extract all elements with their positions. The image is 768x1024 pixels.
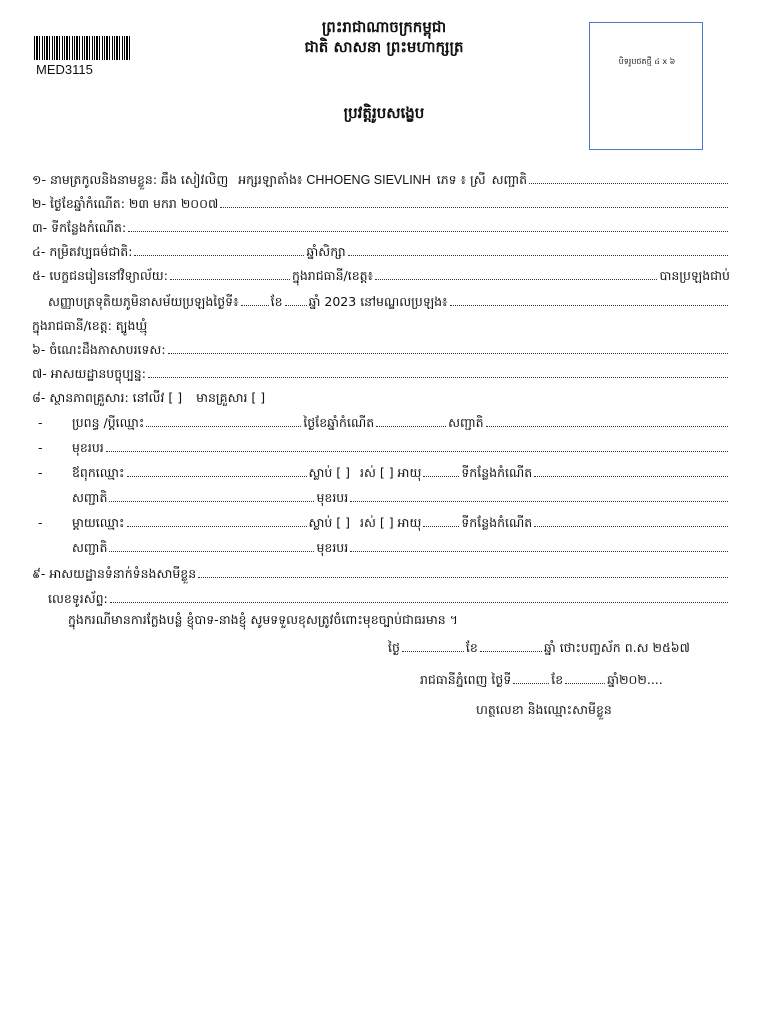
certificate-label: សញ្ញាបត្រទុតិយភូមិនាសម័យប្រឡងថ្ងៃទី៖ xyxy=(48,294,239,309)
motto-heading: ជាតិ សាសនា ព្រះមហាក្សត្រ xyxy=(304,38,464,56)
father-birthplace-label: ទីកន្លែងកំណើត xyxy=(461,465,533,480)
contact-address-label: ៩- អាសយដ្ឋានទំនាក់ទំនងសាមីខ្លួន xyxy=(32,566,197,581)
exam-day-field[interactable] xyxy=(241,305,269,306)
lunar-month-field[interactable] xyxy=(480,651,542,652)
spouse-birthdate-label: ថ្ងៃខែឆ្នាំកំណើត xyxy=(303,415,375,430)
spouse-birthdate-field[interactable] xyxy=(376,426,446,427)
lunar-day-field[interactable] xyxy=(402,651,464,652)
phone-field[interactable] xyxy=(110,602,728,603)
phone-label: លេខទូរស័ព្ទ: xyxy=(48,591,108,606)
father-name-field[interactable] xyxy=(127,476,307,477)
father-label: ឪពុកឈ្មោះ xyxy=(72,465,125,480)
birthdate-label: ២- ថ្ងៃខែឆ្នាំកំណើត: ២៣ មករា ២០០៧ xyxy=(32,196,219,211)
birthplace-label: ៣- ទីកន្លែងកំណើត: xyxy=(32,220,127,235)
nationality-label: សញ្ជាតិ xyxy=(491,172,528,187)
name-label: ១- នាមត្រកូលនិងនាមខ្លួន: ឆឹង សៀវលិញ xyxy=(32,172,229,187)
bullet: - xyxy=(38,465,43,480)
lunar-year-text: ឆ្នាំ ថោះបញ្ចស័ក ព.ស ២៥៦៧ xyxy=(543,640,690,655)
place-day-field[interactable] xyxy=(513,683,549,684)
row-high-school xyxy=(32,266,730,284)
row-name xyxy=(32,170,730,188)
latin-label: អក្សរឡាតាំង៖ xyxy=(238,172,303,187)
row-spouse-occupation xyxy=(32,438,730,456)
mother-alive-label[interactable]: រស់ [ ] អាយុ xyxy=(360,515,422,530)
spouse-nationality-label: សញ្ជាតិ xyxy=(448,415,484,430)
photo-label: បិទរូបថតថ្មី ៤ x ៦ xyxy=(618,57,676,66)
form-title: ប្រវត្តិរូបសង្ខេប xyxy=(343,104,425,122)
current-address-field[interactable] xyxy=(148,377,728,378)
row-languages xyxy=(32,340,730,358)
mother-name-field[interactable] xyxy=(127,526,307,527)
lunar-month-label: ខែ xyxy=(465,640,478,655)
father-deceased-checkbox[interactable]: ស្លាប់ [ ] xyxy=(308,465,351,480)
spouse-label: ប្រពន្ធ /ប្តីឈ្មោះ xyxy=(72,415,145,430)
education-label: ៤- កម្រិតវប្បធម៌ជាតិ: xyxy=(32,244,133,259)
father-birthplace-field[interactable] xyxy=(534,476,728,477)
declaration-text: ក្នុងករណីមានការក្លែងបន្លំ ខ្ញុំបាទ-នាងខ្ញុំ សូមទទួលខុសត្រូវចំពោះមុខច្បាប់ជាធរមាន ។ xyxy=(68,612,458,627)
father-occupation-field[interactable] xyxy=(350,501,728,502)
row-phone xyxy=(48,589,730,607)
passed-label: បានប្រឡងជាប់ xyxy=(659,268,730,283)
bullet: - xyxy=(38,440,43,455)
single-checkbox-label[interactable]: ៨- ស្ថានភាពគ្រួសារ: នៅលីវ [ ] xyxy=(32,390,183,405)
row-exam-province xyxy=(32,316,730,334)
school-year-label: ឆ្នាំសិក្សា xyxy=(306,244,346,259)
spouse-nationality-field[interactable] xyxy=(486,426,728,427)
row-lunar-date xyxy=(388,638,730,656)
mother-nationality-field[interactable] xyxy=(109,551,314,552)
spouse-occupation-label: មុខរបរ xyxy=(72,440,104,455)
mother-occupation-label: មុខរបរ xyxy=(316,540,349,555)
exam-province-text: ក្នុងរាជធានី/ខេត្ត: ត្បូងឃ្មុំ xyxy=(32,318,148,333)
languages-label: ៦- ចំណេះដឹងភាសាបរទេស: xyxy=(32,342,166,357)
row-birthplace xyxy=(32,218,730,236)
row-place-date xyxy=(420,670,720,688)
row-father-details xyxy=(72,488,730,506)
row-mother-details xyxy=(72,538,730,556)
place-month-field[interactable] xyxy=(565,683,605,684)
place-year-text: ឆ្នាំ២០២.... xyxy=(607,672,663,687)
birthplace-field[interactable] xyxy=(128,231,728,232)
languages-field[interactable] xyxy=(168,353,728,354)
exam-month-field[interactable] xyxy=(285,305,307,306)
school-province-field[interactable] xyxy=(375,279,657,280)
father-age-field[interactable] xyxy=(423,476,459,477)
married-checkbox-label[interactable]: មានគ្រួសារ [ ] xyxy=(196,390,266,405)
school-province-label: ក្នុងរាជធានី/ខេត្ត៖ xyxy=(291,268,374,283)
row-birthdate xyxy=(32,194,730,212)
exam-month-label: ខែ xyxy=(270,294,283,309)
latin-name-value: CHHOENG SIEVLINH xyxy=(306,173,431,187)
contact-address-field[interactable] xyxy=(198,577,728,578)
exam-year-label: ឆ្នាំ 2023 នៅមណ្ឌលប្រឡង៖ xyxy=(308,294,448,309)
signature-label: ហត្ថលេខា និងឈ្មោះសាមីខ្លួន xyxy=(476,702,612,717)
mother-age-field[interactable] xyxy=(423,526,459,527)
place-date-label: រាជធានីភ្នំពេញ ថ្ងៃទី xyxy=(420,672,512,687)
row-family-status xyxy=(32,388,730,406)
bullet: - xyxy=(38,515,43,530)
form-code: MED3115 xyxy=(36,62,93,77)
school-year-field[interactable] xyxy=(348,255,728,256)
spouse-occupation-field[interactable] xyxy=(106,451,728,452)
mother-birthplace-label: ទីកន្លែងកំណើត xyxy=(461,515,533,530)
lunar-day-label: ថ្ងៃ xyxy=(388,640,400,655)
row-current-address xyxy=(32,364,730,382)
mother-birthplace-field[interactable] xyxy=(534,526,728,527)
gender-value: ភេទ ៖ ស្រី xyxy=(436,172,486,187)
row-certificate xyxy=(48,292,730,310)
exam-center-field[interactable] xyxy=(450,305,728,306)
nationality-field[interactable] xyxy=(529,183,728,184)
mother-occupation-field[interactable] xyxy=(350,551,728,552)
father-alive-label[interactable]: រស់ [ ] អាយុ xyxy=(360,465,422,480)
mother-deceased-checkbox[interactable]: ស្លាប់ [ ] xyxy=(308,515,351,530)
mother-nationality-label: សញ្ជាតិ xyxy=(72,540,108,555)
photo-box xyxy=(589,22,703,150)
education-field[interactable] xyxy=(134,255,304,256)
father-nationality-field[interactable] xyxy=(109,501,314,502)
row-contact-address xyxy=(32,564,730,582)
bullet: - xyxy=(38,415,43,430)
mother-label: ម្តាយឈ្មោះ xyxy=(72,515,125,530)
row-education xyxy=(32,242,730,260)
row-father xyxy=(32,463,730,481)
birthdate-field[interactable] xyxy=(220,207,728,208)
spouse-name-field[interactable] xyxy=(146,426,301,427)
father-occupation-label: មុខរបរ xyxy=(316,490,349,505)
high-school-field[interactable] xyxy=(170,279,290,280)
place-month-label: ខែ xyxy=(551,672,564,687)
father-nationality-label: សញ្ជាតិ xyxy=(72,490,108,505)
current-address-label: ៧- អាសយដ្ឋានបច្ចុប្បន្ន: xyxy=(32,366,146,381)
row-mother xyxy=(32,513,730,531)
row-spouse xyxy=(32,413,730,431)
high-school-label: ៥- បេក្ខជនរៀននៅវិទ្យាល័យ: xyxy=(32,268,168,283)
kingdom-heading: ព្រះរាជាណាចក្រកម្ពុជា xyxy=(321,18,447,36)
